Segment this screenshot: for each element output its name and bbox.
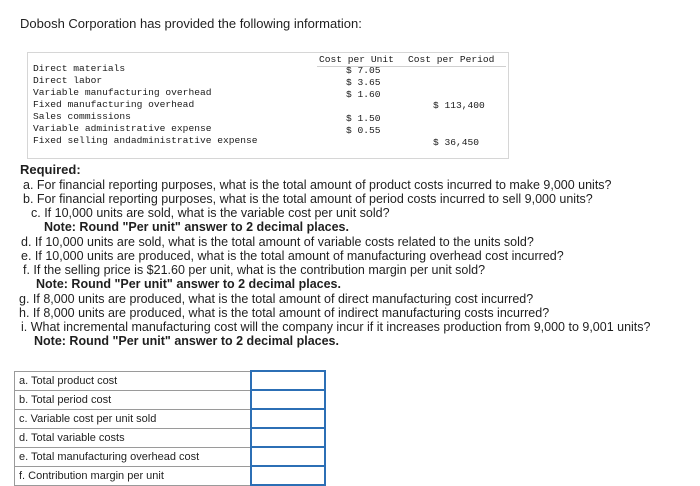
answer-label: b. Total period cost — [15, 390, 252, 409]
row-label: Fixed selling andadministrative expense — [33, 135, 258, 146]
cost-info-table — [27, 52, 509, 159]
answer-input-c[interactable] — [252, 410, 328, 427]
answer-cell[interactable] — [251, 447, 325, 466]
question-f: f. If the selling price is $21.60 per unit, what is the contribution margin per unit sold? — [23, 263, 486, 277]
answer-cell[interactable] — [251, 390, 325, 409]
answer-input-d[interactable] — [252, 429, 328, 446]
answer-table — [14, 370, 326, 486]
answer-row — [15, 428, 326, 447]
col-header-period: Cost per Period — [408, 54, 495, 65]
intro-text: Dobosh Corporation has provided the following information: — [20, 16, 362, 31]
answer-cell[interactable] — [251, 428, 325, 447]
answer-cell[interactable] — [251, 371, 325, 390]
row-period-cost: $ 113,400 — [433, 100, 485, 111]
answer-input-f[interactable] — [252, 467, 328, 484]
row-label: Direct labor — [33, 75, 103, 86]
rounding-note: Note: Round "Per unit" answer to 2 decimal places. — [34, 334, 339, 348]
answer-input-a[interactable] — [252, 372, 328, 389]
required-heading: Required: — [20, 162, 81, 177]
row-period-cost: $ 36,450 — [433, 137, 480, 148]
answer-row — [15, 390, 326, 409]
answer-cell[interactable] — [251, 409, 325, 428]
row-unit-cost: $ 1.50 — [346, 113, 381, 124]
row-unit-cost: $ 1.60 — [346, 89, 381, 100]
row-label: Variable manufacturing overhead — [33, 87, 212, 98]
answer-label: f. Contribution margin per unit — [15, 466, 252, 485]
row-unit-cost: $ 3.65 — [346, 77, 381, 88]
row-unit-cost: $ 7.05 — [346, 65, 381, 76]
rounding-note: Note: Round "Per unit" answer to 2 decimal places. — [36, 277, 341, 291]
answer-label: c. Variable cost per unit sold — [15, 409, 252, 428]
question-h: h. If 8,000 units are produced, what is the total amount of indirect manufacturing costs incurred? — [19, 306, 550, 320]
col-header-unit: Cost per Unit — [319, 54, 394, 65]
answer-label: e. Total manufacturing overhead cost — [15, 447, 252, 466]
question-a: a. For financial reporting purposes, what is the total amount of product costs incurred to make 9,000 units? — [23, 178, 612, 192]
row-label: Direct materials — [33, 63, 126, 74]
rounding-note: Note: Round "Per unit" answer to 2 decimal places. — [44, 220, 349, 234]
answer-row — [15, 447, 326, 466]
row-label: Fixed manufacturing overhead — [33, 99, 195, 110]
answer-row — [15, 409, 326, 428]
row-label: Sales commissions — [33, 111, 131, 122]
answer-row — [15, 466, 326, 485]
answer-cell[interactable] — [251, 466, 325, 485]
answer-row — [15, 371, 326, 390]
answer-label: a. Total product cost — [15, 371, 252, 390]
question-e: e. If 10,000 units are produced, what is the total amount of manufacturing overhead cost incurred? — [21, 249, 564, 263]
answer-input-e[interactable] — [252, 448, 328, 465]
question-d: d. If 10,000 units are sold, what is the total amount of variable costs related to the units sold? — [21, 235, 534, 249]
question-c: c. If 10,000 units are sold, what is the variable cost per unit sold? — [31, 206, 390, 220]
question-b: b. For financial reporting purposes, what is the total amount of period costs incurred to sell 9,000 units? — [23, 192, 593, 206]
answer-input-b[interactable] — [252, 391, 328, 408]
row-label: Variable administrative expense — [33, 123, 212, 134]
answer-label: d. Total variable costs — [15, 428, 252, 447]
row-unit-cost: $ 0.55 — [346, 125, 381, 136]
question-i: i. What incremental manufacturing cost will the company incur if it increases production from 9,000 to 9,001 units? — [21, 320, 651, 334]
question-g: g. If 8,000 units are produced, what is the total amount of direct manufacturing cost incurred? — [19, 292, 534, 306]
